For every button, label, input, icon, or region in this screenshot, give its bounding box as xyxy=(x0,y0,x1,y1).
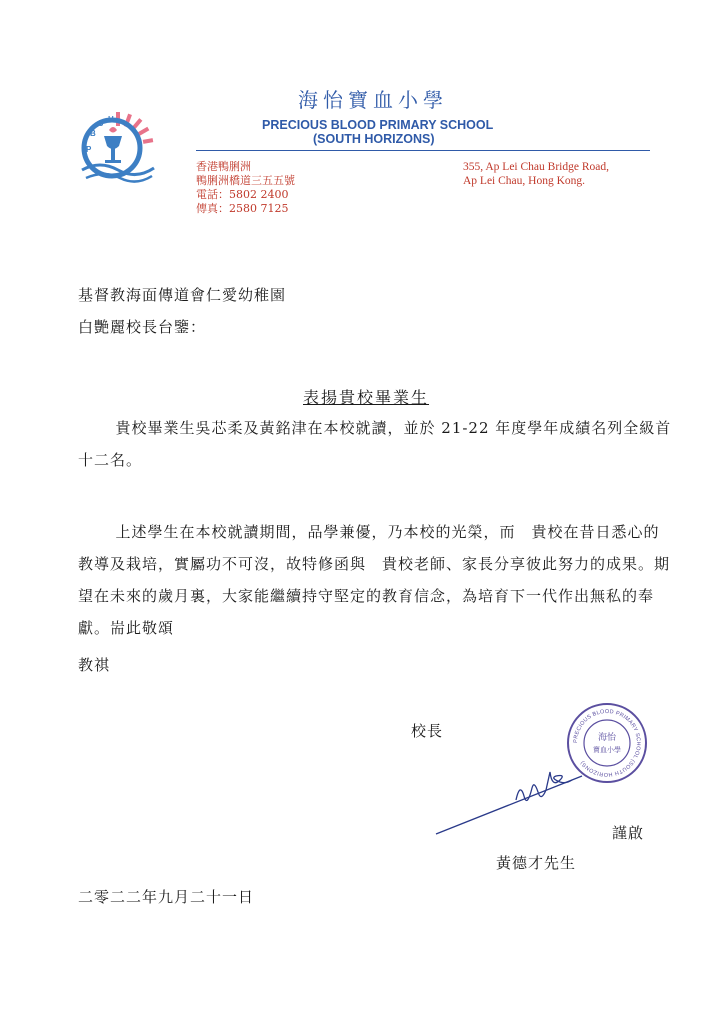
fax-number: 傳真：2580 7125 xyxy=(196,202,289,215)
recipient-salutation: 白艷麗校長台鑒： xyxy=(78,318,207,336)
paragraph-2: 上述學生在本校就讀期間，品學兼優，乃本校的光榮，而 貴校在昔日悉心的教導及栽培，實屬功不可沒，故特修函與 貴校老師、家長分享彼此努力的成果。期望在未來的歲月裏，大家能繼續持守堅定的教育信念，為培育下一代作出無私的奉獻。耑此敬頌 xyxy=(78,523,671,637)
logo-letter: P xyxy=(86,145,92,154)
signer-title: 校長 xyxy=(411,722,444,740)
signer-name: 黃德才先生 xyxy=(496,854,577,872)
closing-greeting: 教祺 xyxy=(78,656,111,674)
address-chinese xyxy=(196,160,295,216)
svg-text:寶血小學: 寶血小學 xyxy=(593,746,621,754)
svg-text:海怡: 海怡 xyxy=(597,733,617,743)
recipient-organization: 基督教海面傳道會仁愛幼稚園 xyxy=(78,286,287,304)
school-name-english: PRECIOUS BLOOD PRIMARY SCHOOL xyxy=(262,118,494,132)
svg-text:B: B xyxy=(90,129,96,138)
heart-icon xyxy=(109,127,117,133)
address-line: Ap Lei Chau, Hong Kong. xyxy=(463,175,586,187)
address-line: 355, Ap Lei Chau Bridge Road, xyxy=(463,161,609,173)
address-line: 鴨脷洲橋道三五五號 xyxy=(196,174,295,187)
handwritten-signature xyxy=(432,760,592,840)
school-name-english-sub: (SOUTH HORIZONS) xyxy=(313,132,435,146)
letter-date: 二零二二年九月二十一日 xyxy=(78,888,255,906)
letterhead-divider xyxy=(196,150,650,151)
school-logo xyxy=(78,108,160,188)
phone-number: 電話：5802 2400 xyxy=(196,188,289,201)
closing-respect: 謹啟 xyxy=(612,824,645,842)
address-line: 香港鴨脷洲 xyxy=(196,160,251,173)
school-name-chinese: 海怡寶血小學 xyxy=(298,88,448,112)
stamp-ring-text: PRECIOUS BLOOD PRIMARY SCHOOL (SOUTH HORIZONS) xyxy=(572,708,642,778)
paragraph-1: 貴校畢業生吳芯柔及黃銘津在本校就讀，並於 21-22 年度學年成績名列全級首十二名。 xyxy=(78,419,672,469)
letter-subject: 表揚貴校畢業生 xyxy=(303,388,430,407)
svg-text:S: S xyxy=(98,119,104,128)
svg-text:H: H xyxy=(108,115,114,124)
address-english xyxy=(463,160,609,188)
